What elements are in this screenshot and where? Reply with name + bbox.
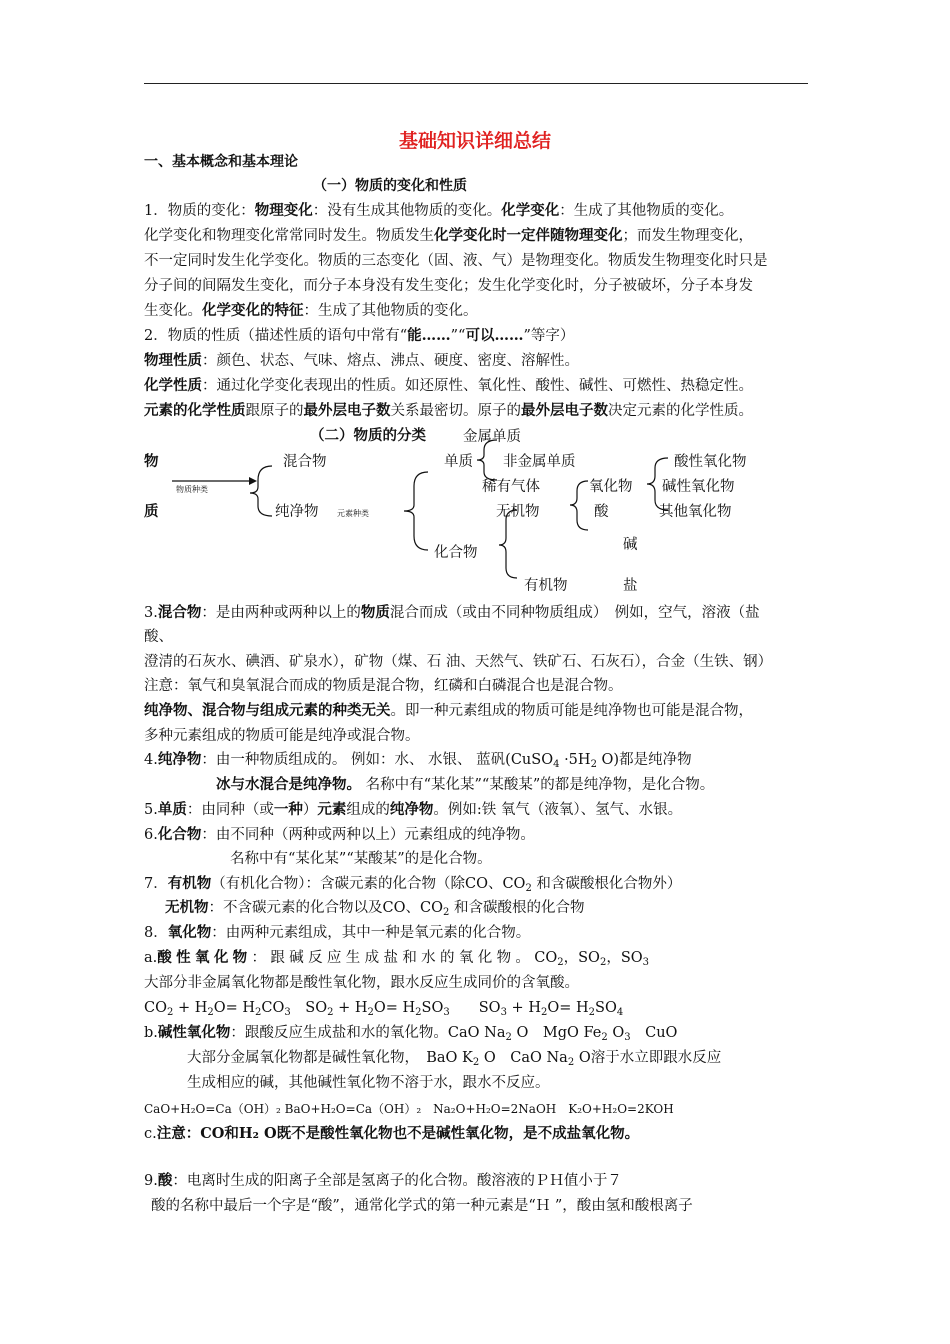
diagram-heading: （二）物质的分类 <box>310 428 426 444</box>
subsection-heading: （一）物质的变化和性质 <box>313 178 467 194</box>
paragraph-line: 多种元素组成的物质可能是纯净或混合物。 <box>144 728 420 744</box>
paragraph-line: 生变化。化学变化的特征：生成了其他物质的变化。 <box>144 302 478 319</box>
node-oxide: 氧化物 <box>589 479 633 495</box>
paragraph-line: 冰与水混合是纯净物。 名称中有“某化某”“某酸某”的都是纯净物，是化合物。 <box>216 776 715 793</box>
paragraph-line: 不一定同时发生化学变化。物质的三态变化（固、液、气）是物理变化。物质发生物理变化时只是 <box>144 253 768 269</box>
node-basic-oxide: 碱性氧化物 <box>662 479 735 495</box>
node-noble: 稀有气体 <box>482 479 540 495</box>
paragraph-line: 8．氧化物：由两种元素组成，其中一种是氧元素的化合物。 <box>144 924 531 941</box>
label-element-kind: 元素种类 <box>337 509 369 518</box>
node-nonmetal: 非金属单质 <box>503 454 576 470</box>
node-salt: 盐 <box>623 578 638 594</box>
equation-line: $CO_2 + H_2O= H_2CO_3$ $SO_2 + H_2O= H_2SO_3$ $SO_3 + H_2O= H_2SO_4$ <box>144 1000 624 1018</box>
node-base: 碱 <box>623 537 638 553</box>
page-title: 基础知识详细总结 <box>398 130 551 152</box>
paragraph-line: 3.混合物：是由两种或两种以上的物质混合而成（或由不同种物质组成） 例如，空气，溶液（盐 <box>144 604 760 621</box>
label-zhi: 质 <box>144 503 159 520</box>
paragraph-line: 澄清的石灰水、碘酒、矿泉水），矿物（煤、石 油、天然气、铁矿石、石灰石），合金（生铁、钢） <box>144 654 773 670</box>
node-acidic-oxide: 酸性氧化物 <box>674 454 747 470</box>
paragraph-line: 化学变化和物理变化常常同时发生。物质发生化学变化时一定伴随物理变化；而发生物理变化， <box>144 227 753 244</box>
paragraph-line: c.注意：CO和H₂ O既不是酸性氧化物也不是碱性氧化物，是不成盐氧化物。 <box>144 1125 640 1142</box>
node-organic: 有机物 <box>524 578 568 594</box>
paragraph-line: 1．物质的变化：物理变化：没有生成其他物质的变化。化学变化：生成了其他物质的变化。 <box>144 202 734 219</box>
paragraph-line: 酸、 <box>144 629 173 645</box>
node-metal: 金属单质 <box>463 429 521 445</box>
paragraph-line: 6.化合物：由不同种（两种或两种以上）元素组成的纯净物。 <box>144 826 535 843</box>
node-element: 单质 <box>444 454 473 470</box>
paragraph-line: 2．物质的性质（描述性质的语句中常有“能……”“可以……”等字） <box>144 327 575 344</box>
paragraph-line: b.碱性氧化物：跟酸反应生成盐和水的氧化物。CaO $Na_2$ O MgO $Fe_2$ $O_3$ CuO <box>144 1024 678 1043</box>
paragraph-line: 生成相应的碱，其他碱性氧化物不溶于水，跟水不反应。 <box>187 1075 550 1091</box>
paragraph-line: 7．有机物（有机化合物）：含碳元素的化合物（除CO、$CO_2$ 和含碳酸根化合物外） <box>144 875 682 894</box>
node-acid: 酸 <box>594 504 609 520</box>
node-inorganic: 无机物 <box>496 504 540 520</box>
paragraph-line: a.酸性氧化物：跟碱反应生成盐和水的氧化物。$CO_2$，$SO_2$，$SO_3$ <box>144 949 650 968</box>
paragraph-line: 4.纯净物：由一种物质组成的。 例如：水、 水银、 蓝矾(CuSO$_4$ $\cdot 5H_2$ O)都是纯净物 <box>144 751 692 770</box>
section-heading: 一、基本概念和基本理论 <box>144 154 298 170</box>
paragraph-line: 5.单质：由同种（或一种）元素组成的纯净物。例如:铁 氧气（液氧）、氢气、水银。 <box>144 801 683 818</box>
paragraph-line: 大部分金属氧化物都是碱性氧化物， BaO $K_2$ O CaO $Na_2$ O溶于水立即跟水反应 <box>187 1050 722 1068</box>
paragraph-line: 名称中有“某化某”“某酸某”的是化合物。 <box>230 851 492 867</box>
paragraph-line: 大部分非金属氧化物都是酸性氧化物，跟水反应生成同价的含氧酸。 <box>144 975 579 991</box>
paragraph-line: 分子间的间隔发生变化，而分子本身没有发生变化；发生化学变化时，分子被破坏，分子本身发 <box>144 278 753 294</box>
label-kind: 物质种类 <box>176 485 208 494</box>
paragraph-line: 元素的化学性质跟原子的最外层电子数关系最密切。原子的最外层电子数决定元素的化学性质。 <box>144 402 753 419</box>
node-mixture: 混合物 <box>283 454 327 470</box>
node-other-oxide: 其他氧化物 <box>659 504 732 520</box>
paragraph-line: 9.酸：电离时生成的阳离子全部是氢离子的化合物。酸溶液的ＰＨ值小于７ <box>144 1172 622 1189</box>
node-pure: 纯净物 <box>275 504 319 520</box>
paragraph-line: 无机物：不含碳元素的化合物以及CO、$CO_2$ 和含碳酸根的化合物 <box>165 899 585 918</box>
paragraph-line: 化学性质：通过化学变化表现出的性质。如还原性、氧化性、酸性、碱性、可燃性、热稳定性。 <box>144 377 753 394</box>
paragraph-line: 注意：氧气和臭氧混合而成的物质是混合物，红磷和白磷混合也是混合物。 <box>144 678 623 694</box>
paragraph-line: 纯净物、混合物与组成元素的种类无关。即一种元素组成的物质可能是纯净物也可能是混合物， <box>144 702 753 719</box>
paragraph-line: 物理性质：颜色、状态、气味、熔点、沸点、硬度、密度、溶解性。 <box>144 352 579 369</box>
equation-line: CaO+H₂O=Ca（OH）₂ BaO+H₂O=Ca（OH）₂ Na₂O+H₂O=2NaOH K₂O+H₂O=2KOH <box>144 1102 674 1116</box>
label-wu: 物 <box>144 453 159 470</box>
node-compound: 化合物 <box>434 545 478 561</box>
paragraph-line: 酸的名称中最后一个字是“酸”，通常化学式的第一种元素是“Ｈ ”，酸由氢和酸根离子 <box>151 1198 693 1214</box>
